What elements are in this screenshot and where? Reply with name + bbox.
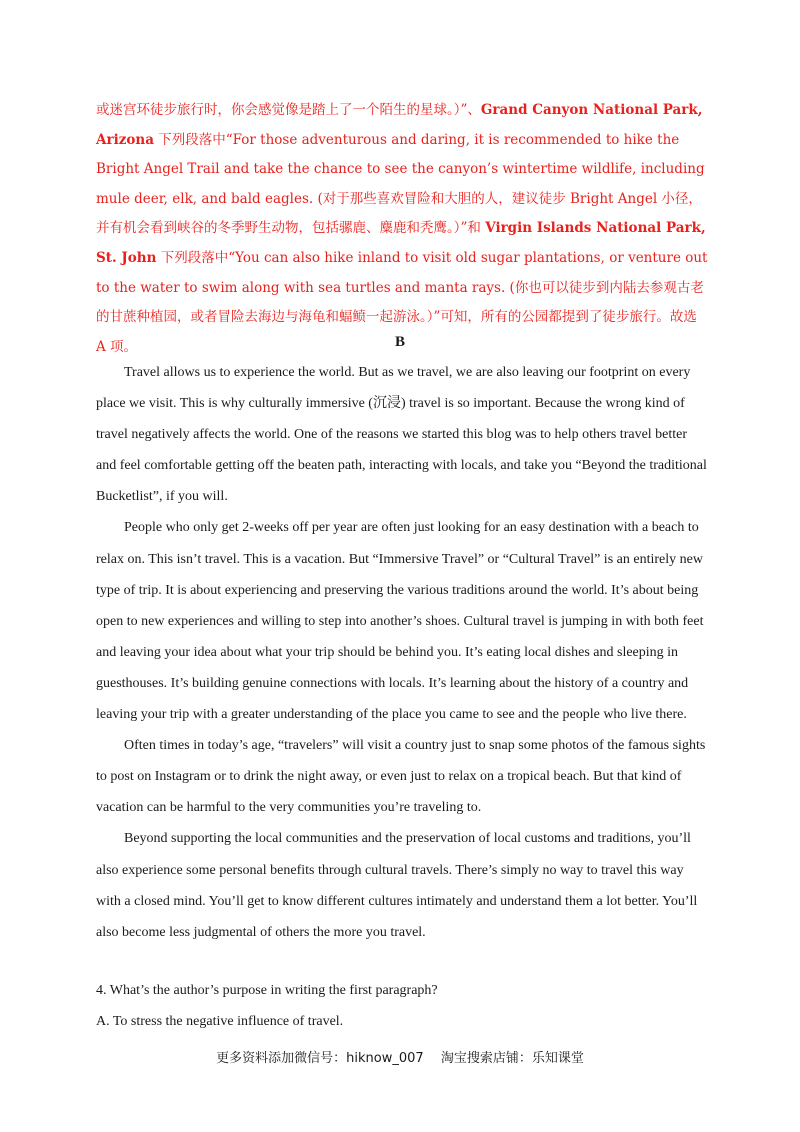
question-option-a: A. To stress the negative influence of travel. [96,1014,344,1029]
page-footer: 更多资料添加微信号：hiknow_007 淘宝搜索店铺：乐知课堂 [216,1051,584,1066]
explanation-text-3: 下列段落中“You can also hike inland to visit old sugar plantations, or venture out to the water to swim along with sea turtles and manta rays. (你也可以徒步到内陆去参观古老的甘蔗种植园，或者冒险去海边与海龟和蝠鲼一起游泳。）”可知，所有的公园都提到了徒步旅行。故选 A 项。 [96,249,708,355]
question-stem: 4. What’s the author’s purpose in writing the first paragraph? [96,983,438,998]
explanation-text-2: 下列段落中“For those adventurous and daring, it is recommended to hike the Bright Angel Trail and take the chance to see the canyon’s wintertime wildlife, including mule deer, elk, and bald eagles. (对于那些喜欢冒险和大胆的人，建议徒步 Bright Angel 小径，并有机会看到峡谷的冬季野生动物，包括骡鹿、麋鹿和秃鹰。）”和 [96,131,705,237]
explanation-park-grand-canyon: Grand Canyon National Park, Arizona [96,102,703,148]
passage-paragraph-2: People who only get 2-weeks off per year are often just looking for an easy destination with a beach to relax on. This isn’t travel. This is a vacation. But “Immersive Travel” or “Cultural Travel” is an entirely new type of trip. It is about experiencing and preserving the various traditions around the world. It’s about being open to new experiences and willing to step into another’s shoes. Cultural travel is jumping in with both feet and leaving your idea about what your trip should be behind you. It’s eating local dishes and sleeping in guesthouses. It’s building genuine connections with locals. It’s learning about the history of a country and leaving your trip with a greater understanding of the place you came to see and the people who live there. [96,520,704,723]
passage-paragraph-4: Beyond supporting the local communities and the preservation of local customs and traditions, you’ll also experience some personal benefits through cultural travels. There’s simply no way to travel this way with a closed mind. You’ll get to know different cultures intimately and understand them a lot better. You’ll also become less judgmental of others the more you travel. [96,831,698,940]
answer-explanation [96,96,708,362]
section-heading: B [394,334,405,350]
explanation-text-1: 或迷宫环徒步旅行时，你会感觉像是踏上了一个陌生的星球。）”、 [96,102,481,118]
explanation-park-virgin-islands: Virgin Islands National Park, St. John [96,220,706,266]
passage-body [96,357,708,948]
passage-paragraph-3: Often times in today’s age, “travelers” will visit a country just to snap some photos of the famous sights to post on Instagram or to drink the night away, or even just to relax on a tropical beach. But that kind of vacation can be harmful to the very communities you’re traveling to. [96,738,706,816]
passage-paragraph-1: Travel allows us to experience the world. But as we travel, we are also leaving our footprint on every place we visit. This is why culturally immersive (沉浸) travel is so important. Because the wrong kind of travel negatively affects the world. One of the reasons we started this blog was to help others travel better and feel comfortable getting off the beaten path, interacting with locals, and take you “Beyond the traditional Bucketlist”, if you will. [96,365,707,505]
